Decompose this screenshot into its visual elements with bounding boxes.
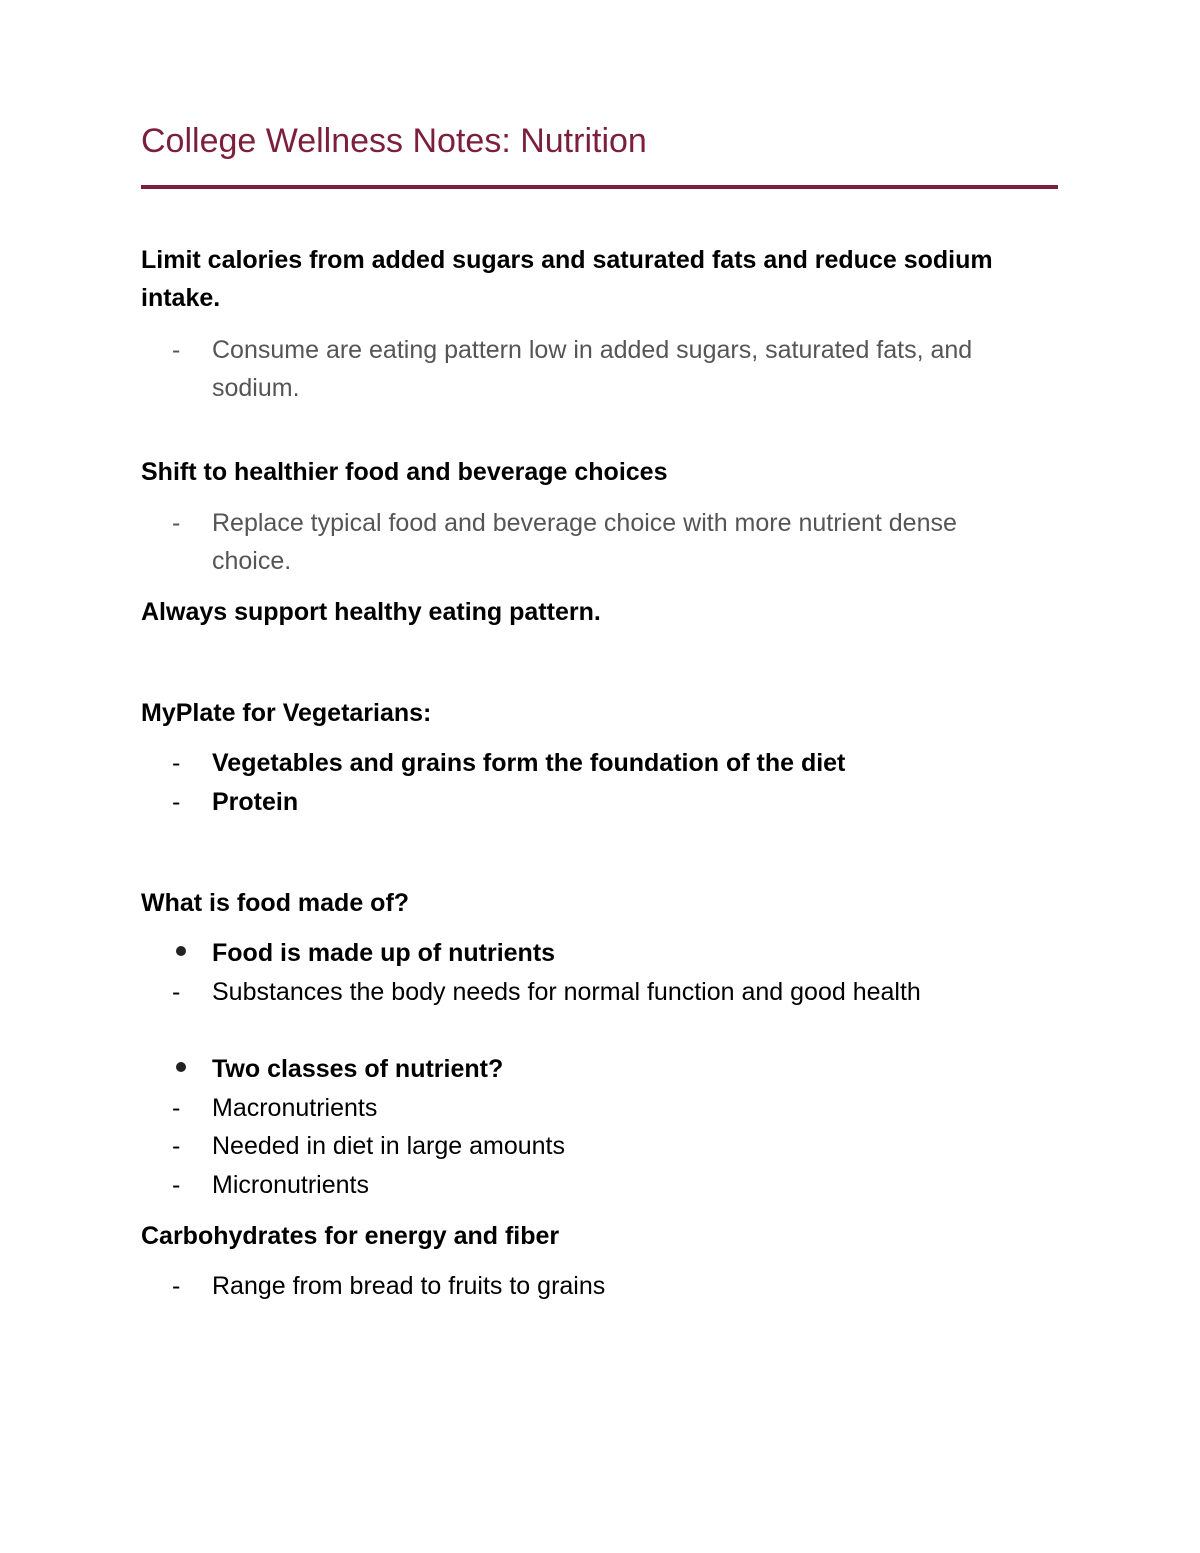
list-item-text: Replace typical food and beverage choice with more nutrient dense choice. — [212, 509, 957, 575]
dash-marker: - — [172, 1132, 181, 1160]
section-heading-support-pattern: Always support healthy eating pattern. — [141, 598, 601, 626]
dash-marker: - — [172, 1094, 181, 1122]
list-item — [172, 973, 1042, 1011]
list-item — [172, 1089, 1042, 1127]
dash-marker: - — [172, 749, 181, 777]
section-heading-food-made-of: What is food made of? — [141, 889, 410, 917]
list-item-text: Two classes of nutrient? — [212, 1055, 504, 1083]
list-item — [172, 1267, 1042, 1305]
page-title: College Wellness Notes: Nutrition — [141, 122, 647, 160]
bullet-dot-icon — [172, 1050, 212, 1088]
list-item-text: Protein — [212, 788, 299, 816]
dash-marker: - — [172, 978, 181, 1006]
list-item — [172, 1166, 1042, 1204]
list-item-text: Consume are eating pattern low in added sugars, saturated fats, and sodium. — [212, 336, 973, 402]
dash-marker: - — [172, 788, 181, 816]
list-item-text: Range from bread to fruits to grains — [212, 1272, 606, 1300]
list-item-text: Food is made up of nutrients — [212, 939, 556, 967]
list-item — [172, 1050, 1042, 1088]
list-item-text: Macronutrients — [212, 1094, 378, 1122]
section-heading-healthier-choices: Shift to healthier food and beverage choices — [141, 458, 668, 486]
section-heading-myplate: MyPlate for Vegetarians: — [141, 699, 432, 727]
bullet-dot-icon — [172, 934, 212, 972]
list-item — [172, 504, 1042, 580]
dash-marker: - — [172, 509, 181, 537]
list-item — [172, 744, 1042, 782]
list-item — [172, 1127, 1042, 1165]
list-item-text: Micronutrients — [212, 1171, 369, 1199]
list-item — [172, 783, 1042, 821]
list-item-text: Substances the body needs for normal function and good health — [212, 978, 921, 1006]
list-item-text: Vegetables and grains form the foundation of the diet — [212, 749, 846, 777]
section-heading-carbohydrates: Carbohydrates for energy and fiber — [141, 1222, 560, 1250]
list-item-text: Needed in diet in large amounts — [212, 1132, 566, 1160]
dash-marker: - — [172, 1272, 181, 1300]
list-item — [172, 934, 1042, 972]
list-item — [172, 331, 1042, 407]
dash-marker: - — [172, 336, 181, 364]
title-divider — [141, 185, 1058, 189]
dash-marker: - — [172, 1171, 181, 1199]
section-heading-limit-calories: Limit calories from added sugars and saturated fats and reduce sodium intake. — [141, 246, 993, 312]
